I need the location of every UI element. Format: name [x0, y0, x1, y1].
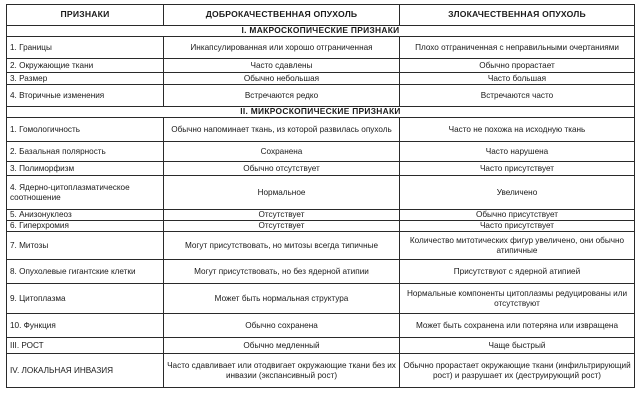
sign-cell: 4. Ядерно-цитоплазматическое соотношение — [7, 176, 164, 210]
header-row — [7, 5, 635, 26]
malignant-cell: Увеличено — [400, 176, 635, 210]
header-benign: ДОБРОКАЧЕСТВЕННАЯ ОПУХОЛЬ — [164, 5, 400, 26]
benign-cell: Инкапсулированная или хорошо отграниченная — [164, 37, 400, 59]
table-row — [7, 162, 635, 176]
benign-cell: Обычно небольшая — [164, 73, 400, 85]
sign-cell: 2. Окружающие ткани — [7, 59, 164, 73]
malignant-cell: Часто не похожа на исходную ткань — [400, 118, 635, 142]
table-row — [7, 260, 635, 284]
header-malignant: ЗЛОКАЧЕСТВЕННАЯ ОПУХОЛЬ — [400, 5, 635, 26]
tumor-comparison-table — [6, 4, 635, 388]
benign-cell: Обычно сохранена — [164, 314, 400, 338]
malignant-cell: Встречаются часто — [400, 85, 635, 107]
benign-cell: Отсутствует — [164, 210, 400, 221]
benign-cell: Обычно медленный — [164, 338, 400, 354]
sign-cell: III. РОСТ — [7, 338, 164, 354]
table-row — [7, 210, 635, 221]
benign-cell: Встречаются редко — [164, 85, 400, 107]
table-row — [7, 221, 635, 232]
table-row — [7, 59, 635, 73]
sign-cell: 9. Цитоплазма — [7, 284, 164, 314]
table-row — [7, 176, 635, 210]
benign-cell: Могут присутствовать, но митозы всегда типичные — [164, 232, 400, 260]
table-row — [7, 118, 635, 142]
sign-cell: 6. Гиперхромия — [7, 221, 164, 232]
benign-cell: Может быть нормальная структура — [164, 284, 400, 314]
benign-cell: Обычно напоминает ткань, из которой развилась опухоль — [164, 118, 400, 142]
malignant-cell: Плохо отграниченная с неправильными очертаниями — [400, 37, 635, 59]
table-row — [7, 85, 635, 107]
benign-cell: Часто сдавлены — [164, 59, 400, 73]
malignant-cell: Часто нарушена — [400, 142, 635, 162]
benign-cell: Отсутствует — [164, 221, 400, 232]
table-row — [7, 284, 635, 314]
malignant-cell: Присутствуют с ядерной атипией — [400, 260, 635, 284]
benign-cell: Могут присутствовать, но без ядерной атипии — [164, 260, 400, 284]
sign-cell: 5. Анизонуклеоз — [7, 210, 164, 221]
sign-cell: 7. Митозы — [7, 232, 164, 260]
section-title-macroscopic: I. МАКРОСКОПИЧЕСКИЕ ПРИЗНАКИ — [7, 26, 635, 37]
table-row — [7, 354, 635, 388]
malignant-cell: Чаще быстрый — [400, 338, 635, 354]
malignant-cell: Часто присутствует — [400, 221, 635, 232]
sign-cell: 8. Опухолевые гигантские клетки — [7, 260, 164, 284]
section-row — [7, 26, 635, 37]
table-row — [7, 37, 635, 59]
table-row — [7, 73, 635, 85]
sign-cell: 3. Размер — [7, 73, 164, 85]
malignant-cell: Часто большая — [400, 73, 635, 85]
sign-cell: 10. Функция — [7, 314, 164, 338]
malignant-cell: Может быть сохранена или потеряна или извращена — [400, 314, 635, 338]
header-signs: ПРИЗНАКИ — [7, 5, 164, 26]
section-title-microscopic: II. МИКРОСКОПИЧЕСКИЕ ПРИЗНАКИ — [7, 107, 635, 118]
table-row — [7, 314, 635, 338]
malignant-cell: Обычно присутствует — [400, 210, 635, 221]
sign-cell: 1. Гомологичность — [7, 118, 164, 142]
malignant-cell: Часто присутствует — [400, 162, 635, 176]
sign-cell: 2. Базальная полярность — [7, 142, 164, 162]
table-row — [7, 232, 635, 260]
comparison-table-sheet — [6, 4, 634, 388]
benign-cell: Нормальное — [164, 176, 400, 210]
benign-cell: Сохранена — [164, 142, 400, 162]
table-row — [7, 338, 635, 354]
section-row — [7, 107, 635, 118]
table-row — [7, 142, 635, 162]
malignant-cell: Нормальные компоненты цитоплазмы редуцированы или отсутствуют — [400, 284, 635, 314]
sign-cell: IV. ЛОКАЛЬНАЯ ИНВАЗИЯ — [7, 354, 164, 388]
malignant-cell: Обычно прорастает окружающие ткани (инфильтрирующий рост) и разрушает их (деструирующий рост) — [400, 354, 635, 388]
malignant-cell: Обычно прорастает — [400, 59, 635, 73]
sign-cell: 3. Полиморфизм — [7, 162, 164, 176]
malignant-cell: Количество митотических фигур увеличено, они обычно атипичные — [400, 232, 635, 260]
sign-cell: 1. Границы — [7, 37, 164, 59]
benign-cell: Обычно отсутствует — [164, 162, 400, 176]
benign-cell: Часто сдавливает или отодвигает окружающие ткани без их инвазии (экспансивный рост) — [164, 354, 400, 388]
sign-cell: 4. Вторичные изменения — [7, 85, 164, 107]
